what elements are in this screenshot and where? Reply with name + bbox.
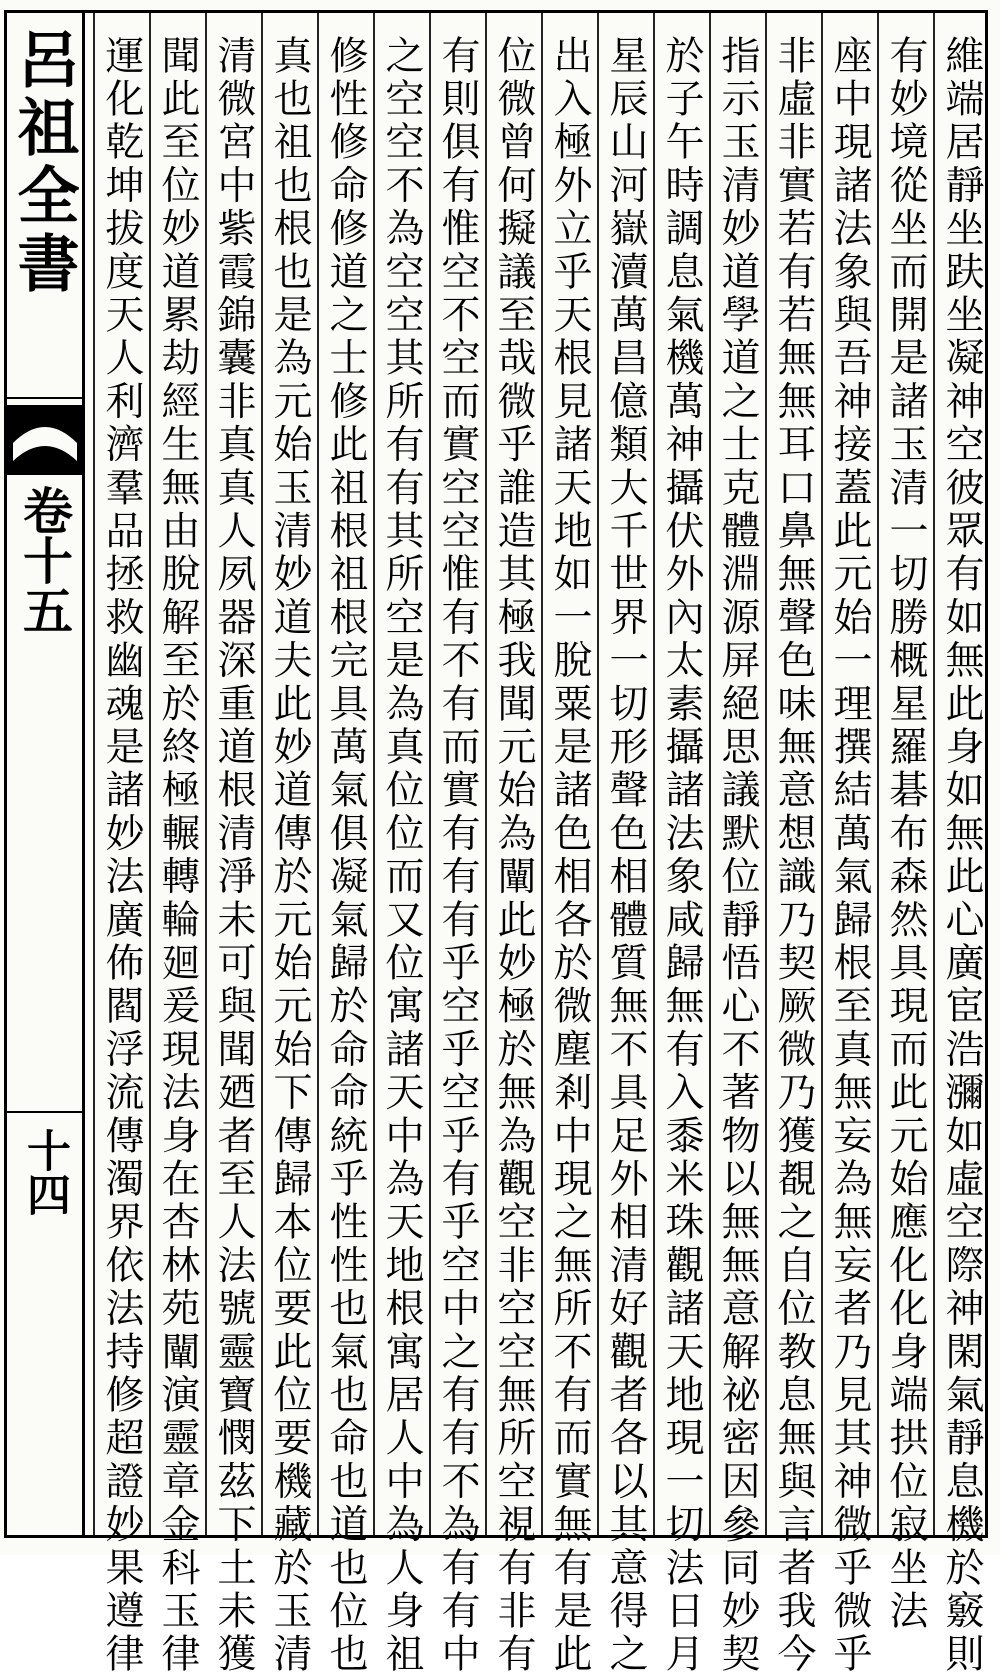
volume-label: 卷十五 [15,485,74,635]
column-text: 出入極外立乎天根見諸天地如一脫粟是諸色相各於微塵剎中現之無所不有而實無有是此 [547,35,592,1677]
column-text: 於子午時調息氣機萬神攝伏外內太素攝諸法象咸歸無有入黍米珠觀諸天地現一切法日月 [659,35,704,1677]
page-margin-column [7,13,85,1535]
text-column [653,13,705,1677]
text-column [485,13,537,1677]
column-text: 座中現諸法象與吾神接蓋此元始一理撰結萬氣歸根至真無妄為無妄者乃見其神微乎微乎 [827,35,872,1677]
margin-divider [7,1111,82,1113]
text-column [93,13,145,1677]
text-column [429,13,481,1677]
text-column [821,13,873,1677]
text-column [317,13,369,1677]
column-text: 聞此至位妙道累劫經生無由脫解至於終極輾轉輪廻爰現法身在杏林苑闡演靈章金科玉律 [155,35,200,1677]
book-title: 呂祖全書 [7,27,80,299]
text-column [877,13,929,1634]
text-column [597,13,649,1677]
column-text: 位微曾何擬議至哉微乎誰造其極我聞元始為闡此妙極於無為觀空非空空無所空視有非有 [491,35,536,1677]
column-text: 星辰山河嶽瀆萬昌億類大千世界一切形聲色相體質無不具足外相清好觀者各以其意得之 [603,35,648,1677]
column-text: 清微宮中紫霞錦囊非真真人夙器深重道根清淨未可與聞廼者至人法號靈寶憫茲下土未獲 [211,35,256,1677]
column-text: 非虛非實若有若無無耳口鼻無聲色味無意想識乃契厥微乃獲覩之自位教息無與言者我今 [771,35,816,1677]
fish-tail-mark-icon [7,405,82,475]
page-border-frame [4,10,988,1677]
margin-divider [7,397,82,399]
text-column [261,13,313,1677]
text-column [765,13,817,1677]
column-text: 有則俱有惟空不空而實空空惟有不有而實有有有乎空乎空乎有乎空中之有有不為有有中 [435,35,480,1677]
page-number: 十四 [19,1128,70,1216]
text-column [373,13,425,1677]
text-column [709,13,761,1677]
column-text: 之空空不為空空其所有有其所空是為真位位而又位寓諸天中為天地根寓居人中為人身祖 [379,35,424,1677]
text-column [541,13,593,1677]
column-text: 修性修命修道之士修此祖根祖根完具萬氣俱凝氣歸於命命統乎性性也氣也命也道也位也 [323,35,368,1677]
column-text: 指示玉清妙道學道之士克體淵源屏絕思議默位靜悟心不著物以無無意解祕密因參同妙契 [715,35,760,1677]
text-column [205,13,257,1677]
text-column [149,13,201,1677]
column-text: 有妙境從坐而開是諸玉清一切勝概星羅碁布森然具現而此元始應化化身端拱位寂坐法 [883,35,928,1634]
text-column [933,13,985,1677]
text-body [85,13,985,1677]
column-text: 維端居靜坐趺坐凝神空彼眾有如無此身如無此心廣宦浩瀰如虛空際神閑氣靜息機於竅則 [939,35,984,1677]
column-text: 真也祖也根也是為元始玉清妙道夫此妙道傳於元始元始下傳歸本位要此位要機藏於玉清 [267,35,312,1677]
column-text: 運化乾坤拔度天人利濟羣品拯救幽魂是諸妙法廣佈閻浮流傳濁界依法持修超證妙果遵律 [99,35,144,1677]
